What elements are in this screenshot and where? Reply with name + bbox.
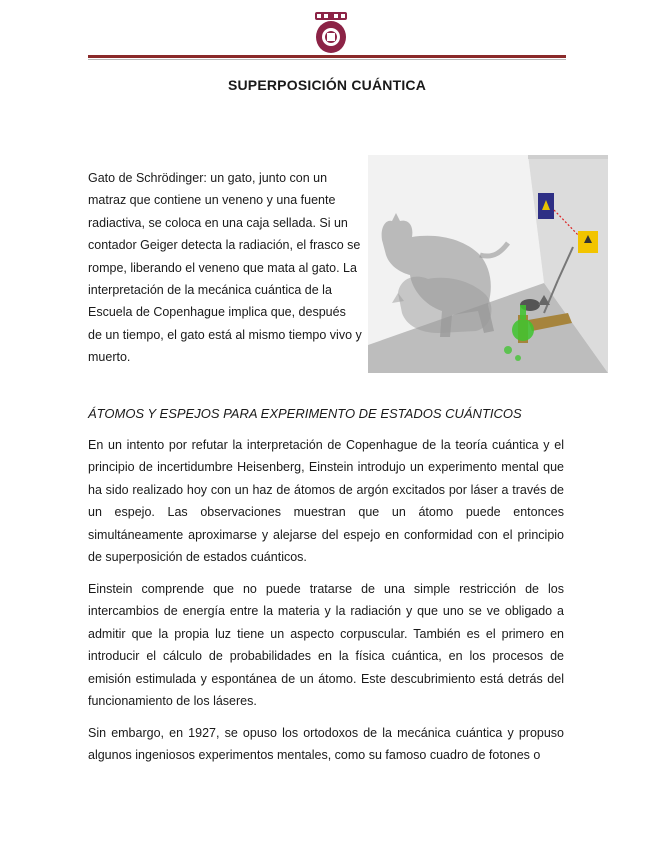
institution-logo [313,10,349,54]
body-paragraph-1: En un intento por refutar la interpretación de Copenhague de la teoría cuántica y el principio de incertidumbre Heisenberg, Einstein introdujo un experimento mental que ha sido realizado hoy con un haz de átomos de argón excitados por láser a través de un espejo. Las observaciones muestran que un átomo puede entonces simultáneamente aproximarse y alejarse del espejo en conformidad con el principio de superposición de estados cuánticos. [88,438,564,565]
header-rule-thin [88,59,566,60]
body-paragraph-2: Einstein comprende que no puede tratarse de una simple restricción de los intercambios de energía entre la materia y la radiación y que uno se ve obligado a admitir que la propia luz tiene un aspecto corpuscular. También es el primero en introducir el cálculo de probabilidades en la física cuántica, en los procesos de emisión estimulada y espontánea de un átomo. Este descubrimiento está detrás del funcionamiento de los láseres. [88,582,564,709]
intro-paragraph: Gato de Schrödinger: un gato, junto con un matraz que contiene un veneno y una fuente radiactiva, se coloca en una caja sellada. Si un contador Geiger detecta la radiación, el frasco se rompe, liberando el veneno que mata al gato. La interpretación de la mecánica cuántica de la Escuela de Copenhague implica que, después de un tiempo, el gato está al mismo tiempo vivo y muerto. [88,171,362,365]
poison-flask [512,319,534,341]
schrodinger-cat-illustration [368,155,608,373]
section-heading: ÁTOMOS Y ESPEJOS PARA EXPERIMENTO DE ESTADOS CUÁNTICOS [88,406,522,421]
header-rule [88,55,566,58]
page-title: SUPERPOSICIÓN CUÁNTICA [227,77,427,93]
body-paragraph-3: Sin embargo, en 1927, se opuso los ortodoxos de la mecánica cuántica y propuso algunos ingeniosos experimentos mentales, como su famoso cuadro de fotones o [88,726,564,763]
